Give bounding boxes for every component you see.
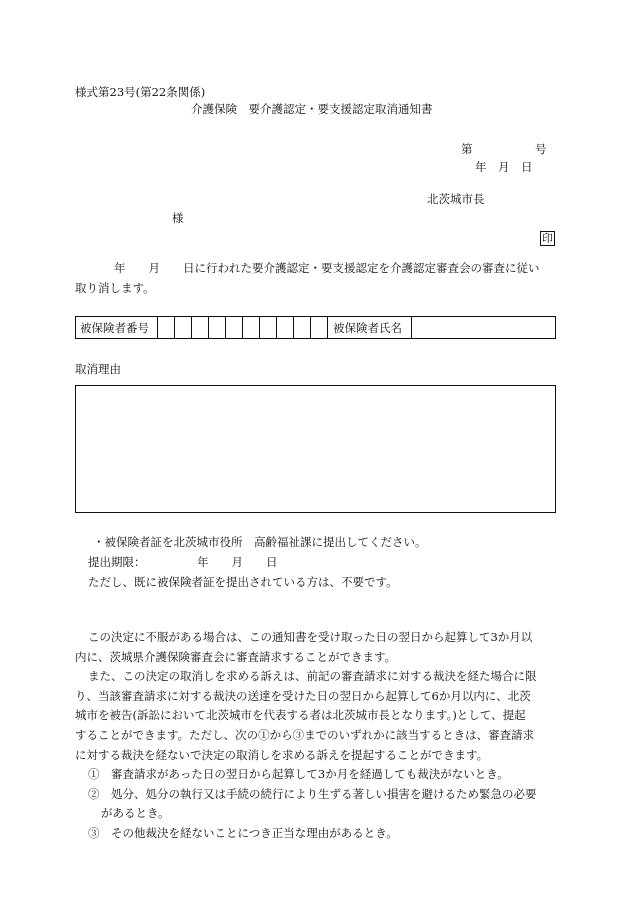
insured-number-digit[interactable] — [209, 317, 226, 338]
issue-date: 年 月 日 — [475, 160, 533, 174]
insured-number-label: 被保険者番号 — [76, 317, 158, 338]
appeal-line: この決定に不服がある場合は、この通知書を受け取った日の翌日から起算して3か月以 — [88, 630, 533, 644]
submission-exemption-note: ただし、既に被保険者証を提出されている方は、不要です。 — [88, 575, 398, 589]
insured-number-digit[interactable] — [294, 317, 311, 338]
document-title: 介護保険 要介護認定・要支援認定取消通知書 — [191, 102, 433, 116]
submission-deadline-label: 提出期限： — [88, 555, 146, 569]
insured-number-digit[interactable] — [277, 317, 294, 338]
submission-deadline-date: 年 月 日 — [197, 555, 278, 569]
insured-name-label: 被保険者氏名 — [328, 317, 412, 338]
appeal-line: 城市を被告(訴訟において北茨城市を代表する者は北茨城市長となります。)として、提起 — [75, 708, 526, 723]
appeal-section — [75, 628, 560, 844]
insured-info-table — [75, 316, 556, 339]
reason-label: 取消理由 — [75, 362, 121, 376]
insured-number-digit[interactable] — [260, 317, 277, 338]
appeal-condition-item: ③ その他裁決を経ないことにつき正当な理由があるとき。 — [88, 825, 398, 840]
reason-box[interactable] — [75, 385, 556, 513]
form-number: 様式第23号(第22条関係) — [75, 85, 206, 99]
submission-instruction: ・被保険者証を北茨城市役所 高齢福祉課に提出してください。 — [93, 535, 427, 549]
recipient-honorific: 様 — [172, 211, 184, 225]
appeal-line: り、当該審査請求に対する裁決の送達を受けた日の翌日から起算して6か月以内に、北茨 — [75, 688, 531, 703]
appeal-line: することができます。ただし、次の①から③までのいずれかに該当するときは、審査請求 — [75, 727, 535, 742]
appeal-condition-item: ① 審査請求があった日の翌日から起算して3か月を経過しても裁決がないとき。 — [88, 767, 509, 782]
appeal-condition-item-continuation: があるとき。 — [101, 806, 170, 821]
appeal-line: また、この決定の取消しを求める訴えは、前記の審査請求に対する裁決を経た場合に限 — [88, 669, 537, 684]
insured-number-digit[interactable] — [158, 317, 175, 338]
document-number-suffix: 号 — [535, 142, 547, 156]
insured-number-digit[interactable] — [175, 317, 192, 338]
issuer-name: 北茨城市長 — [427, 192, 485, 206]
document-number-prefix: 第 — [461, 142, 473, 156]
insured-name-field[interactable] — [412, 317, 555, 338]
appeal-condition-item: ② 処分、処分の執行又は手続の続行により生ずる著しい損害を避けるため緊急の必要 — [88, 786, 537, 801]
insured-number-digit[interactable] — [311, 317, 328, 338]
insured-number-digit[interactable] — [243, 317, 260, 338]
appeal-line: に対する裁決を経ないで決定の取消しを求める訴えを提起することができます。 — [75, 747, 489, 762]
insured-number-digit[interactable] — [192, 317, 209, 338]
insured-number-digit[interactable] — [226, 317, 243, 338]
notice-line-1: 年 月 日に行われた要介護認定・要支援認定を介護認定審査会の審査に従い — [114, 261, 540, 275]
seal-mark: 印 — [542, 232, 553, 245]
appeal-line: 内に、茨城県介護保険審査会に審査請求することができます。 — [75, 649, 397, 664]
notice-line-2: 取り消します。 — [75, 281, 155, 295]
